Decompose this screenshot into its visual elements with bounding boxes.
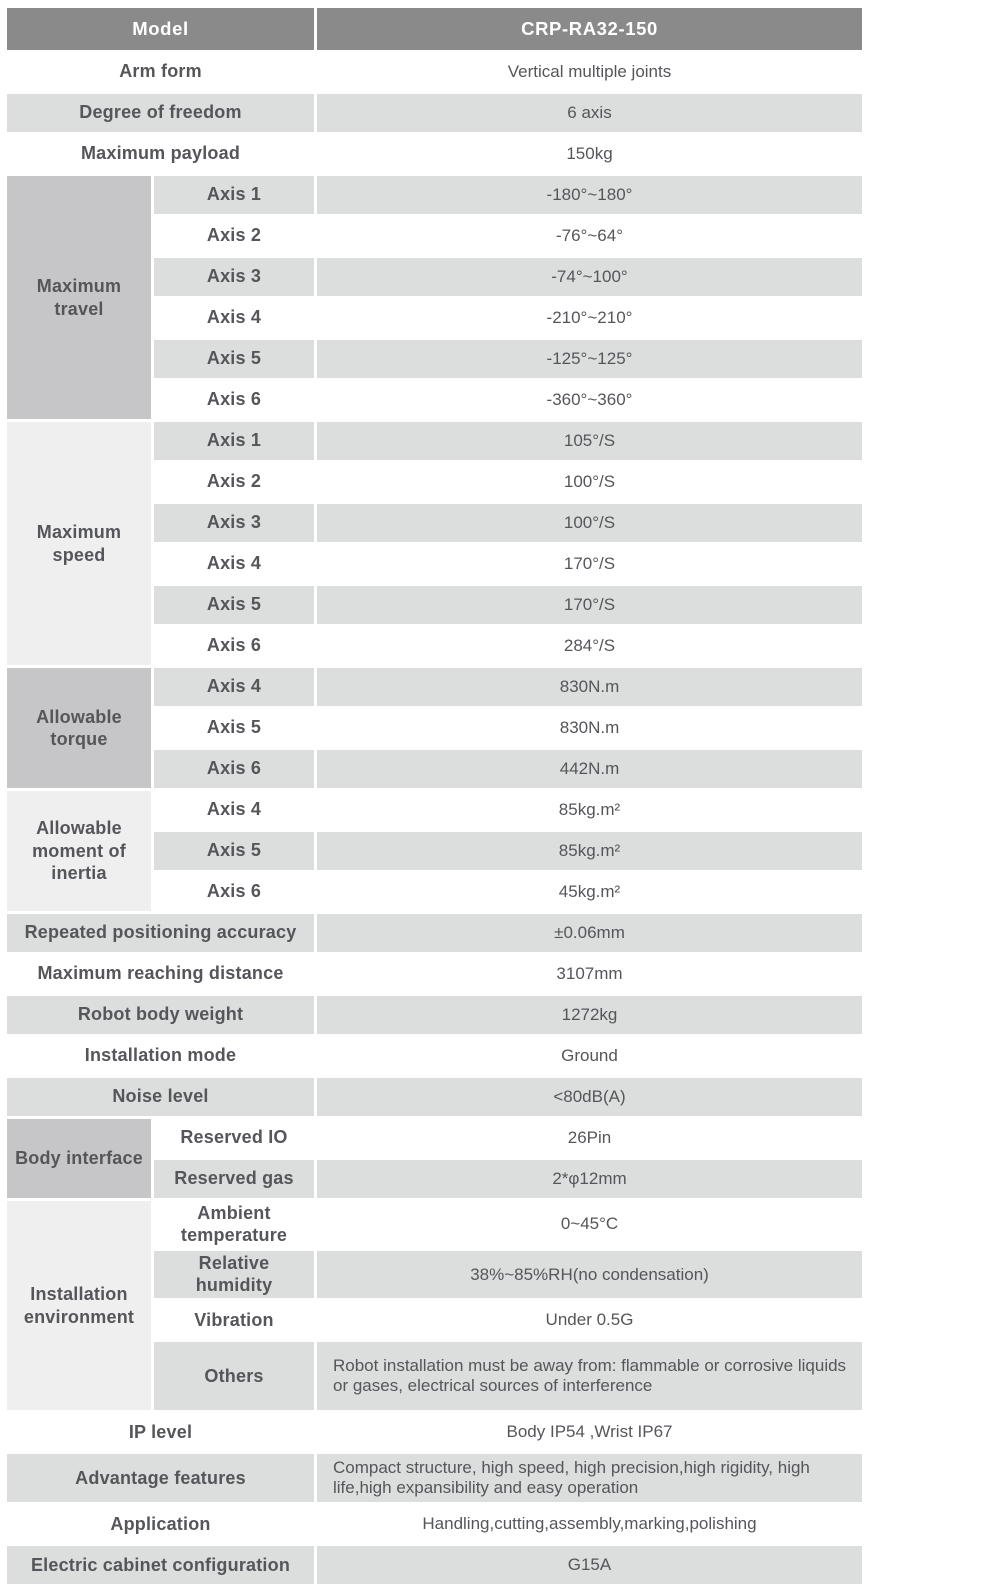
group-title: Installation environment xyxy=(7,1201,151,1410)
table-row xyxy=(7,914,862,952)
row-label: Ambient temperature xyxy=(154,1201,314,1248)
row-value: 830N.m xyxy=(317,668,862,706)
group-title: Allowable torque xyxy=(7,668,151,788)
row-label: Axis 6 xyxy=(154,381,314,419)
row-label: Axis 5 xyxy=(154,709,314,747)
model-header-value: CRP-RA32-150 xyxy=(317,8,862,50)
table-row xyxy=(7,1505,862,1543)
row-label: Maximum reaching distance xyxy=(7,955,314,993)
row-value: 1272kg xyxy=(317,996,862,1034)
row-label: Axis 5 xyxy=(154,340,314,378)
table-row xyxy=(7,94,862,132)
row-value: ±0.06mm xyxy=(317,914,862,952)
row-value: 85kg.m² xyxy=(317,791,862,829)
table-row xyxy=(7,1037,862,1075)
row-value: 38%~85%RH(no condensation) xyxy=(317,1251,862,1298)
table-row xyxy=(7,1201,862,1248)
row-value: 170°/S xyxy=(317,586,862,624)
row-value: 6 axis xyxy=(317,94,862,132)
row-label: Axis 2 xyxy=(154,463,314,501)
row-value: 170°/S xyxy=(317,545,862,583)
row-label: Axis 1 xyxy=(154,422,314,460)
row-value: Robot installation must be away from: flammable or corrosive liquids or gases, electrical sources of interference xyxy=(317,1342,862,1410)
row-label: Axis 4 xyxy=(154,545,314,583)
row-label: Axis 3 xyxy=(154,504,314,542)
row-label: Reserved gas xyxy=(154,1160,314,1198)
row-label: Electric cabinet configuration xyxy=(7,1546,314,1584)
table-row xyxy=(7,1078,862,1116)
row-label: Application xyxy=(7,1505,314,1543)
table-row xyxy=(7,668,862,706)
row-value: <80dB(A) xyxy=(317,1078,862,1116)
row-label: Installation mode xyxy=(7,1037,314,1075)
row-label: Maximum payload xyxy=(7,135,314,173)
group-title: Maximum travel xyxy=(7,176,151,419)
row-label: Repeated positioning accuracy xyxy=(7,914,314,952)
table-row xyxy=(7,135,862,173)
row-value: -180°~180° xyxy=(317,176,862,214)
table-row xyxy=(7,53,862,91)
row-value: 2*φ12mm xyxy=(317,1160,862,1198)
row-value: 100°/S xyxy=(317,463,862,501)
group-title: Allowable moment of inertia xyxy=(7,791,151,911)
row-value: G15A xyxy=(317,1546,862,1584)
row-value: Compact structure, high speed, high precision,high rigidity, high life,high expansibility and easy operation xyxy=(317,1454,862,1502)
row-value: Handling,cutting,assembly,marking,polishing xyxy=(317,1505,862,1543)
row-label: Axis 5 xyxy=(154,832,314,870)
row-value: 150kg xyxy=(317,135,862,173)
row-label: Axis 5 xyxy=(154,586,314,624)
row-label: Robot body weight xyxy=(7,996,314,1034)
row-value: 85kg.m² xyxy=(317,832,862,870)
row-label: Axis 4 xyxy=(154,668,314,706)
spec-table xyxy=(4,5,865,1587)
row-label: Reserved IO xyxy=(154,1119,314,1157)
table-row-header xyxy=(7,8,862,50)
row-value: -125°~125° xyxy=(317,340,862,378)
row-value: -210°~210° xyxy=(317,299,862,337)
table-row xyxy=(7,996,862,1034)
row-label: Arm form xyxy=(7,53,314,91)
row-label: Axis 4 xyxy=(154,299,314,337)
row-value: 100°/S xyxy=(317,504,862,542)
group-title: Body interface xyxy=(7,1119,151,1198)
row-label: Vibration xyxy=(154,1301,314,1339)
table-row xyxy=(7,422,862,460)
row-value: Ground xyxy=(317,1037,862,1075)
row-value: -76°~64° xyxy=(317,217,862,255)
row-label: Advantage features xyxy=(7,1454,314,1502)
row-label: Noise level xyxy=(7,1078,314,1116)
row-label: Axis 1 xyxy=(154,176,314,214)
row-value: 26Pin xyxy=(317,1119,862,1157)
row-value: 442N.m xyxy=(317,750,862,788)
table-row xyxy=(7,1546,862,1584)
table-row xyxy=(7,1413,862,1451)
row-value: 105°/S xyxy=(317,422,862,460)
row-value: Under 0.5G xyxy=(317,1301,862,1339)
row-value: 0~45°C xyxy=(317,1201,862,1248)
row-label: IP level xyxy=(7,1413,314,1451)
row-value: -360°~360° xyxy=(317,381,862,419)
row-label: Relative humidity xyxy=(154,1251,314,1298)
row-value: Vertical multiple joints xyxy=(317,53,862,91)
spec-sheet xyxy=(0,5,984,1587)
row-label: Axis 4 xyxy=(154,791,314,829)
model-header-label: Model xyxy=(7,8,314,50)
table-row xyxy=(7,791,862,829)
row-label: Axis 6 xyxy=(154,873,314,911)
row-label: Axis 2 xyxy=(154,217,314,255)
row-value: -74°~100° xyxy=(317,258,862,296)
row-value: 3107mm xyxy=(317,955,862,993)
row-value: Body IP54 ,Wrist IP67 xyxy=(317,1413,862,1451)
row-label: Axis 3 xyxy=(154,258,314,296)
table-row xyxy=(7,955,862,993)
row-label: Axis 6 xyxy=(154,750,314,788)
table-row xyxy=(7,1119,862,1157)
row-value: 45kg.m² xyxy=(317,873,862,911)
row-value: 284°/S xyxy=(317,627,862,665)
row-label: Others xyxy=(154,1342,314,1410)
table-row xyxy=(7,176,862,214)
group-title: Maximum speed xyxy=(7,422,151,665)
row-value: 830N.m xyxy=(317,709,862,747)
row-label: Axis 6 xyxy=(154,627,314,665)
table-row xyxy=(7,1454,862,1502)
row-label: Degree of freedom xyxy=(7,94,314,132)
